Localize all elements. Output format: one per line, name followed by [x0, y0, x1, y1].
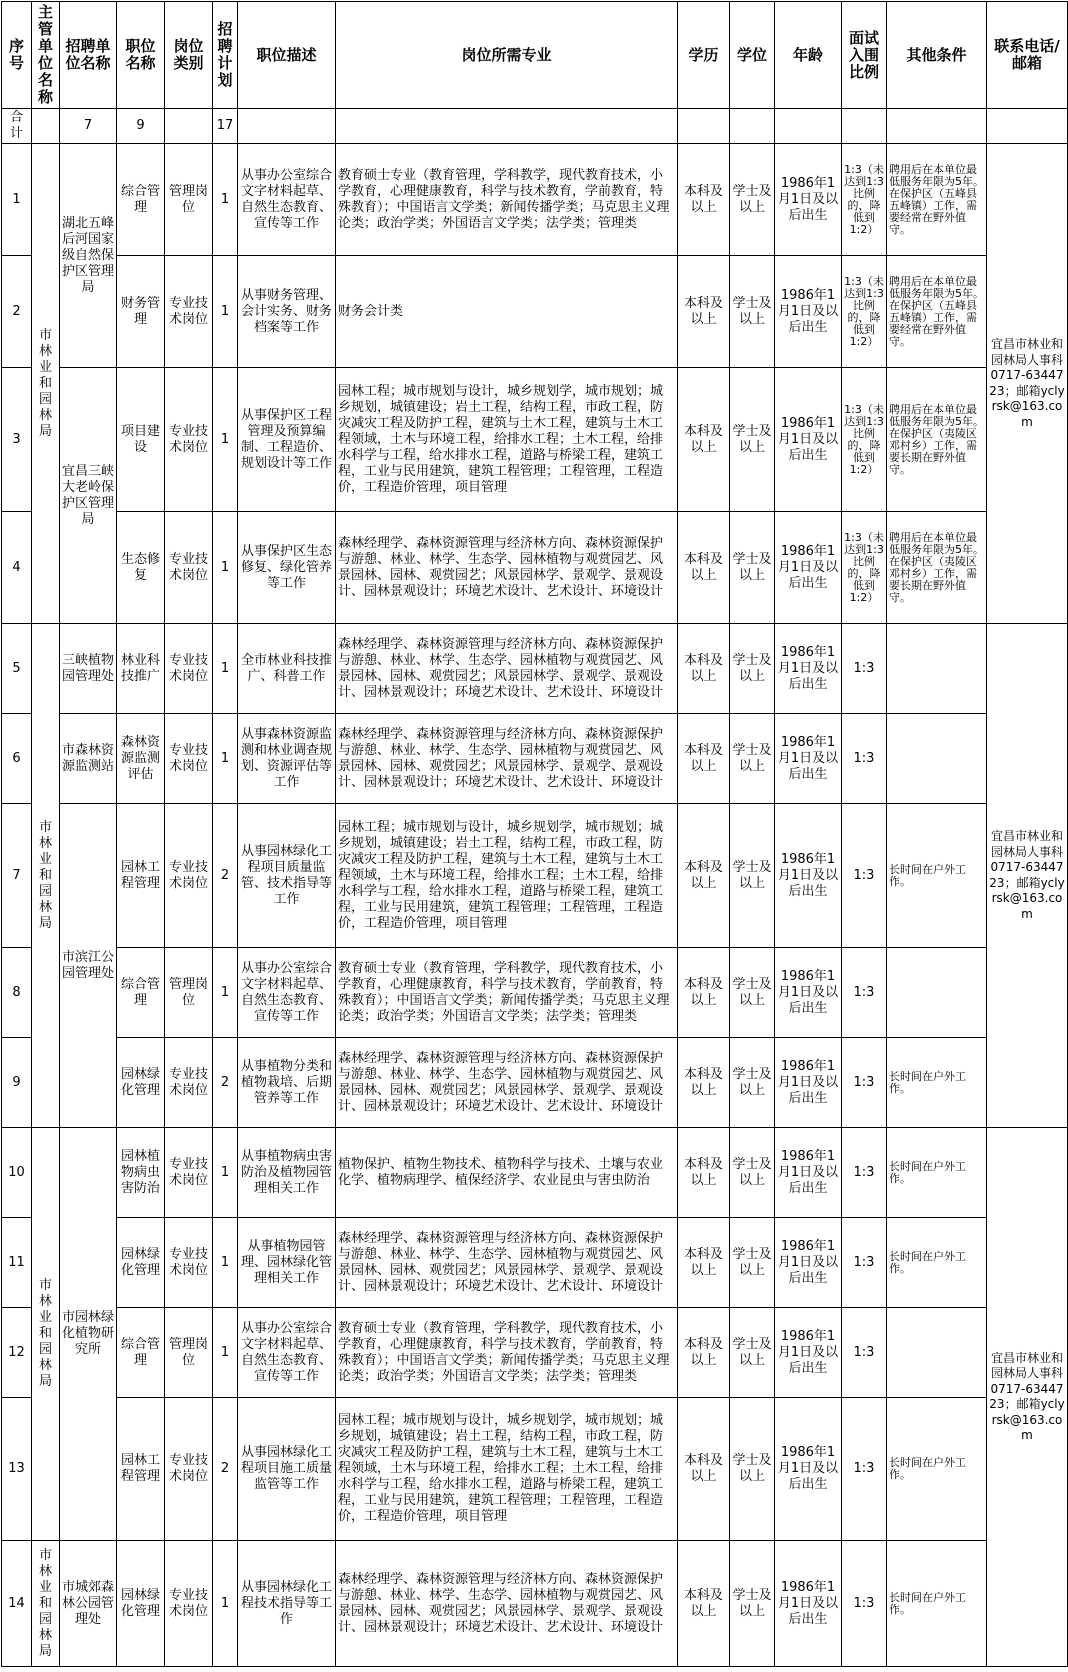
row-seq: 2: [2, 256, 32, 368]
header-row: [2, 2, 1068, 109]
recruitment-table: [1, 1, 1068, 1667]
row-degree: 学士及以上: [730, 1128, 775, 1218]
row-other: [887, 624, 987, 714]
row-category: 专业技术岗位: [165, 1218, 213, 1308]
dept-cell: 市林业和园林局: [32, 1128, 60, 1541]
header-other: 其他条件: [887, 2, 987, 109]
row-other: [887, 714, 987, 804]
row-duty: 从事园林绿化工程技术指导等工作: [238, 1541, 336, 1667]
row-major: 教育硕士专业（教育管理，学科教学，现代教育技术，小学教育，心理健康教育，科学与技术教育，学前教育，特殊教育）；中国语言文学类；新闻传播学类；马克思主义理论类；政治学类；外国语言文学类；法学类；管理类: [336, 1308, 678, 1398]
dept-cell: 市林业和园林局: [32, 624, 60, 1128]
row-ratio: 1:3: [842, 1218, 887, 1308]
row-edu: 本科及以上: [678, 714, 730, 804]
total-quota: 17: [213, 109, 238, 144]
row-other: 长时间在户外工作。: [887, 1128, 987, 1218]
header-edu: 学历: [678, 2, 730, 109]
table-row: [2, 1541, 1068, 1667]
table-row: [2, 714, 1068, 804]
row-edu: 本科及以上: [678, 256, 730, 368]
row-age: 1986年1月1日及以后出生: [775, 1541, 842, 1667]
row-ratio: 1:3: [842, 804, 887, 948]
row-seq: 7: [2, 804, 32, 948]
row-quota: 1: [213, 1308, 238, 1398]
row-duty: 从事保护区生态修复、绿化管养等工作: [238, 512, 336, 624]
row-seq: 11: [2, 1218, 32, 1308]
row-post: 园林工程管理: [117, 804, 165, 948]
row-duty: 从事园林绿化工程项目施工质量监管等工作: [238, 1398, 336, 1541]
total-row: [2, 109, 1068, 144]
row-age: 1986年1月1日及以后出生: [775, 256, 842, 368]
row-major: 财务会计类: [336, 256, 678, 368]
row-major: 教育硕士专业（教育管理，学科教学，现代教育技术，小学教育，心理健康教育，科学与技术教育，学前教育，特殊教育）；中国语言文学类；新闻传播学类；马克思主义理论类；政治学类；外国语言文学类；法学类；管理类: [336, 948, 678, 1038]
row-ratio: 1:3（未达到1:3比例的，降低到1:2）: [842, 512, 887, 624]
row-edu: 本科及以上: [678, 144, 730, 256]
row-major: 森林经理学、森林资源管理与经济林方向、森林资源保护与游憩、林业、林学、生态学、园林植物与观赏园艺、风景园林、园林、观赏园艺；风景园林学、景观学、景观设计、园林景观设计；环境艺术设计、艺术设计、环境设计: [336, 512, 678, 624]
row-category: 专业技术岗位: [165, 1398, 213, 1541]
row-edu: 本科及以上: [678, 1038, 730, 1128]
row-age: 1986年1月1日及以后出生: [775, 1038, 842, 1128]
row-edu: 本科及以上: [678, 624, 730, 714]
row-other: 长时间在户外工作。: [887, 1038, 987, 1128]
row-other: 聘用后在本单位最低服务年限为5年。在保护区（夷陵区邓村乡）工作，需要长期在野外值守。: [887, 368, 987, 512]
row-duty: 从事森林资源监测和林业调查规划、资源评估等工作: [238, 714, 336, 804]
row-ratio: 1:3（未达到1:3比例的，降低到1:2）: [842, 256, 887, 368]
row-duty: 从事财务管理、会计实务、财务档案等工作: [238, 256, 336, 368]
row-duty: 从事植物分类和植物栽培、后期管养等工作: [238, 1038, 336, 1128]
row-degree: 学士及以上: [730, 1308, 775, 1398]
row-duty: 全市林业科技推广、科普工作: [238, 624, 336, 714]
row-seq: 1: [2, 144, 32, 256]
row-seq: 5: [2, 624, 32, 714]
header-duty: 职位描述: [238, 2, 336, 109]
row-seq: 3: [2, 368, 32, 512]
table-row: [2, 804, 1068, 948]
row-age: 1986年1月1日及以后出生: [775, 512, 842, 624]
row-other: 长时间在户外工作。: [887, 1541, 987, 1667]
row-ratio: 1:3（未达到1:3比例的，降低到1:2）: [842, 368, 887, 512]
row-category: 专业技术岗位: [165, 1038, 213, 1128]
row-seq: 6: [2, 714, 32, 804]
row-edu: 本科及以上: [678, 948, 730, 1038]
row-quota: 2: [213, 804, 238, 948]
header-ratio: 面试入围比例: [842, 2, 887, 109]
row-category: 管理岗位: [165, 144, 213, 256]
row-quota: 1: [213, 512, 238, 624]
row-edu: 本科及以上: [678, 1218, 730, 1308]
row-age: 1986年1月1日及以后出生: [775, 1398, 842, 1541]
header-category: 岗位类别: [165, 2, 213, 109]
row-degree: 学士及以上: [730, 948, 775, 1038]
unit-cell: 市滨江公园管理处: [60, 804, 117, 1128]
unit-cell: 市森林资源监测站: [60, 714, 117, 804]
row-category: 专业技术岗位: [165, 624, 213, 714]
row-seq: 10: [2, 1128, 32, 1218]
row-ratio: 1:3: [842, 1541, 887, 1667]
row-age: 1986年1月1日及以后出生: [775, 948, 842, 1038]
row-ratio: 1:3: [842, 948, 887, 1038]
row-degree: 学士及以上: [730, 368, 775, 512]
row-other: [887, 1308, 987, 1398]
row-other: 长时间在户外工作。: [887, 1398, 987, 1541]
row-post: 园林植物病虫害防治: [117, 1128, 165, 1218]
row-other: 聘用后在本单位最低服务年限为5年。在保护区（五峰县五峰镇）工作，需要经常在野外值守。: [887, 144, 987, 256]
row-duty: 从事保护区工程管理及预算编制、工程造价、规划设计等工作: [238, 368, 336, 512]
row-age: 1986年1月1日及以后出生: [775, 1128, 842, 1218]
row-seq: 12: [2, 1308, 32, 1398]
dept-cell: 市林业和园林局: [32, 144, 60, 624]
total-units: 7: [60, 109, 117, 144]
table-row: [2, 1218, 1068, 1308]
row-age: 1986年1月1日及以后出生: [775, 144, 842, 256]
table-row: [2, 1308, 1068, 1398]
row-degree: 学士及以上: [730, 714, 775, 804]
row-post: 园林绿化管理: [117, 1541, 165, 1667]
unit-cell: 市城郊森林公园管理处: [60, 1541, 117, 1667]
contact-cell: 宜昌市林业和园林局人事科0717-6344723；邮箱yclyrsk@163.com: [987, 624, 1068, 1128]
row-ratio: 1:3（未达到1:3比例的，降低到1:2）: [842, 144, 887, 256]
row-post: 综合管理: [117, 1308, 165, 1398]
row-age: 1986年1月1日及以后出生: [775, 368, 842, 512]
row-edu: 本科及以上: [678, 804, 730, 948]
row-other: 长时间在户外工作。: [887, 1218, 987, 1308]
row-quota: 1: [213, 1128, 238, 1218]
row-category: 管理岗位: [165, 948, 213, 1038]
header-unit: 招聘单位名称: [60, 2, 117, 109]
row-other: [887, 948, 987, 1038]
row-ratio: 1:3: [842, 1038, 887, 1128]
row-quota: 1: [213, 714, 238, 804]
row-duty: 从事植物病虫害防治及植物园管理相关工作: [238, 1128, 336, 1218]
row-post: 综合管理: [117, 948, 165, 1038]
row-major: 园林工程；城市规划与设计，城乡规划学，城市规划；城乡规划，城镇建设；岩土工程，结构工程，市政工程，防灾减灾工程及防护工程，建筑与土木工程，建筑与土木工程领域，土木与环境工程，给排水工程；土木工程，给排水科学与工程，给水排水工程，道路与桥梁工程，建筑工程，工业与民用建筑，建筑工程管理；工程管理，工程造价，工程造价管理，项目管理: [336, 368, 678, 512]
row-quota: 2: [213, 1398, 238, 1541]
header-post: 职位名称: [117, 2, 165, 109]
row-post: 园林工程管理: [117, 1398, 165, 1541]
row-degree: 学士及以上: [730, 512, 775, 624]
row-category: 专业技术岗位: [165, 1128, 213, 1218]
row-quota: 1: [213, 256, 238, 368]
row-major: 森林经理学、森林资源管理与经济林方向、森林资源保护与游憩、林业、林学、生态学、园林植物与观赏园艺、风景园林、园林、观赏园艺；风景园林学、景观学、景观设计、园林景观设计；环境艺术设计、艺术设计、环境设计: [336, 1541, 678, 1667]
row-other: 聘用后在本单位最低服务年限为5年。在保护区（五峰县五峰镇）工作，需要经常在野外值守。: [887, 256, 987, 368]
row-degree: 学士及以上: [730, 1218, 775, 1308]
row-category: 专业技术岗位: [165, 804, 213, 948]
row-degree: 学士及以上: [730, 144, 775, 256]
table-row: [2, 512, 1068, 624]
row-quota: 1: [213, 1541, 238, 1667]
table-row: [2, 144, 1068, 256]
row-major: 森林经理学、森林资源管理与经济林方向、森林资源保护与游憩、林业、林学、生态学、园林植物与观赏园艺、风景园林、园林、观赏园艺；风景园林学、景观学、景观设计、园林景观设计；环境艺术设计、艺术设计、环境设计: [336, 1218, 678, 1308]
table-row: [2, 624, 1068, 714]
row-category: 专业技术岗位: [165, 368, 213, 512]
row-duty: 从事办公室综合文字材料起草、自然生态教育、宣传等工作: [238, 1308, 336, 1398]
row-seq: 4: [2, 512, 32, 624]
table-row: [2, 256, 1068, 368]
row-duty: 从事植物园管理、园林绿化管理相关工作: [238, 1218, 336, 1308]
unit-cell: 宜昌三峡大老岭保护区管理局: [60, 368, 117, 624]
row-edu: 本科及以上: [678, 1398, 730, 1541]
row-quota: 1: [213, 368, 238, 512]
row-quota: 2: [213, 1038, 238, 1128]
row-quota: 1: [213, 144, 238, 256]
row-major: 教育硕士专业（教育管理，学科教学，现代教育技术，小学教育，心理健康教育，科学与技术教育，学前教育，特殊教育）；中国语言文学类；新闻传播学类；马克思主义理论类；政治学类；外国语言文学类；法学类；管理类: [336, 144, 678, 256]
row-post: 森林资源监测评估: [117, 714, 165, 804]
row-edu: 本科及以上: [678, 1128, 730, 1218]
header-major: 岗位所需专业: [336, 2, 678, 109]
row-post: 生态修复: [117, 512, 165, 624]
header-seq: 序号: [2, 2, 32, 109]
row-ratio: 1:3: [842, 1308, 887, 1398]
row-duty: 从事办公室综合文字材料起草、自然生态教育、宣传等工作: [238, 144, 336, 256]
row-category: 专业技术岗位: [165, 256, 213, 368]
row-post: 园林绿化管理: [117, 1038, 165, 1128]
row-ratio: 1:3: [842, 1128, 887, 1218]
row-other: 聘用后在本单位最低服务年限为5年。在保护区（夷陵区邓村乡）工作，需要长期在野外值守。: [887, 512, 987, 624]
row-edu: 本科及以上: [678, 1308, 730, 1398]
row-category: 管理岗位: [165, 1308, 213, 1398]
total-label: 合计: [2, 109, 32, 144]
table-row: [2, 1128, 1068, 1218]
row-degree: 学士及以上: [730, 1398, 775, 1541]
row-category: 专业技术岗位: [165, 1541, 213, 1667]
row-major: 园林工程；城市规划与设计，城乡规划学，城市规划；城乡规划，城镇建设；岩土工程，结构工程，市政工程，防灾减灾工程及防护工程，建筑与土木工程，建筑与土木工程领域，土木与环境工程，给排水工程；土木工程，给排水科学与工程，给水排水工程，道路与桥梁工程，建筑工程，工业与民用建筑，建筑工程管理；工程管理，工程造价，工程造价管理，项目管理: [336, 1398, 678, 1541]
row-major: 森林经理学、森林资源管理与经济林方向、森林资源保护与游憩、林业、林学、生态学、园林植物与观赏园艺、风景园林、园林、观赏园艺；风景园林学、景观学、景观设计、园林景观设计；环境艺术设计、艺术设计、环境设计: [336, 1038, 678, 1128]
header-age: 年龄: [775, 2, 842, 109]
dept-cell: 市林业和园林局: [32, 1541, 60, 1667]
row-post: 园林绿化管理: [117, 1218, 165, 1308]
row-post: 项目建设: [117, 368, 165, 512]
header-contact: 联系电话/邮箱: [987, 2, 1068, 109]
table-row: [2, 948, 1068, 1038]
row-other: 长时间在户外工作。: [887, 804, 987, 948]
row-edu: 本科及以上: [678, 1541, 730, 1667]
row-duty: 从事办公室综合文字材料起草、自然生态教育、宣传等工作: [238, 948, 336, 1038]
row-seq: 14: [2, 1541, 32, 1667]
unit-cell: 三峡植物园管理处: [60, 624, 117, 714]
contact-cell: 宜昌市林业和园林局人事科0717-6344723；邮箱yclyrsk@163.com: [987, 144, 1068, 624]
row-seq: 8: [2, 948, 32, 1038]
header-degree: 学位: [730, 2, 775, 109]
row-quota: 1: [213, 1218, 238, 1308]
table-row: [2, 1038, 1068, 1128]
contact-cell: 宜昌市林业和园林局人事科0717-6344723；邮箱yclyrsk@163.com: [987, 1128, 1068, 1667]
row-major: 森林经理学、森林资源管理与经济林方向、森林资源保护与游憩、林业、林学、生态学、园林植物与观赏园艺、风景园林、园林、观赏园艺；风景园林学、景观学、景观设计、园林景观设计；环境艺术设计、艺术设计、环境设计: [336, 624, 678, 714]
row-major: 森林经理学、森林资源管理与经济林方向、森林资源保护与游憩、林业、林学、生态学、园林植物与观赏园艺、风景园林、园林、观赏园艺；风景园林学、景观学、景观设计、园林景观设计；环境艺术设计、艺术设计、环境设计: [336, 714, 678, 804]
row-age: 1986年1月1日及以后出生: [775, 804, 842, 948]
row-degree: 学士及以上: [730, 624, 775, 714]
row-category: 专业技术岗位: [165, 714, 213, 804]
total-posts: 9: [117, 109, 165, 144]
unit-cell: 市园林绿化植物研究所: [60, 1128, 117, 1541]
table-row: [2, 368, 1068, 512]
row-category: 专业技术岗位: [165, 512, 213, 624]
row-major: 植物保护、植物生物技术、植物科学与技术、土壤与农业化学、植物病理学、植保经济学、农业昆虫与害虫防治: [336, 1128, 678, 1218]
row-ratio: 1:3: [842, 1398, 887, 1541]
unit-cell: 湖北五峰后河国家级自然保护区管理局: [60, 144, 117, 368]
row-ratio: 1:3: [842, 624, 887, 714]
row-quota: 1: [213, 624, 238, 714]
row-post: 综合管理: [117, 144, 165, 256]
row-quota: 1: [213, 948, 238, 1038]
table-row: [2, 1398, 1068, 1541]
row-degree: 学士及以上: [730, 256, 775, 368]
row-edu: 本科及以上: [678, 512, 730, 624]
row-post: 林业科技推广: [117, 624, 165, 714]
row-age: 1986年1月1日及以后出生: [775, 1218, 842, 1308]
header-dept: 主管单位名称: [32, 2, 60, 109]
row-age: 1986年1月1日及以后出生: [775, 624, 842, 714]
row-major: 园林工程；城市规划与设计，城乡规划学，城市规划；城乡规划，城镇建设；岩土工程，结构工程，市政工程，防灾减灾工程及防护工程，建筑与土木工程，建筑与土木工程领域，土木与环境工程，给排水工程；土木工程，给排水科学与工程，给水排水工程，道路与桥梁工程，建筑工程，工业与民用建筑，建筑工程管理；工程管理，工程造价，工程造价管理，项目管理: [336, 804, 678, 948]
row-post: 财务管理: [117, 256, 165, 368]
row-age: 1986年1月1日及以后出生: [775, 1308, 842, 1398]
row-duty: 从事园林绿化工程项目质量监管、技术指导等工作: [238, 804, 336, 948]
row-degree: 学士及以上: [730, 1541, 775, 1667]
row-degree: 学士及以上: [730, 1038, 775, 1128]
row-edu: 本科及以上: [678, 368, 730, 512]
header-quota: 招聘计划: [213, 2, 238, 109]
row-seq: 13: [2, 1398, 32, 1541]
row-age: 1986年1月1日及以后出生: [775, 714, 842, 804]
row-ratio: 1:3: [842, 714, 887, 804]
row-degree: 学士及以上: [730, 804, 775, 948]
row-seq: 9: [2, 1038, 32, 1128]
